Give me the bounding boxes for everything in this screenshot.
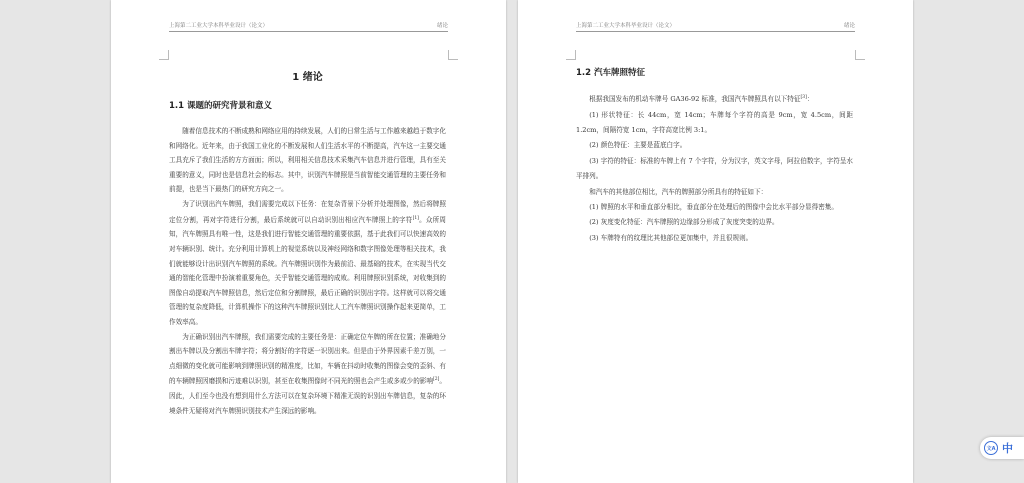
translate-icon: 文A — [984, 441, 998, 455]
translate-button[interactable] — [980, 437, 1024, 459]
translate-language-label: 中 — [1002, 442, 1013, 455]
header-left-text: 上海第二工业大学本科毕业设计（论文） — [576, 23, 676, 29]
section-title: 1.1 课题的研究背景和意义 — [169, 101, 273, 111]
chapter-title: 1 绪论 — [292, 72, 323, 83]
body-paragraph: (3) 字符的特征：标准的车牌上有 7 个字符，分为汉字，英文字母，阿拉伯数字，字符呈水平排列。 — [576, 156, 853, 181]
body-paragraph: (1) 形状特征：长 44cm，宽 14cm；车牌每个字符的高是 9cm，宽 4.5cm，间距 1.2cm，间隔符宽 1cm，字符高宽比例 3:1。 — [576, 110, 853, 134]
margin-corner-mark — [448, 50, 458, 60]
body-paragraph: (2) 颜色特征：主要是蓝底白字。 — [589, 141, 687, 150]
header-right-text: 绪论 — [843, 23, 855, 29]
body-paragraph: (3) 车牌特有的纹理比其他部位更加集中，并且很规则。 — [589, 233, 753, 242]
page-body — [169, 64, 446, 418]
running-header — [576, 21, 855, 32]
margin-corner-mark — [855, 50, 865, 60]
body-paragraph: 为正确识别出汽车牌照，我们需要完成的主要任务是：正确定位车牌的所在位置；准确地分割出车牌以及分割出车牌字符；将分割好的字符逐一识别出来。但是由于外界因素千差万别，一点细微的变化就可能影响到牌照识别的精准度，比如，车辆在抖动时收集的图像会变的歪斜、有的车辆牌照因磨损和污迹难以识别，甚至在收集图像时不同光的照也会产生或多或少的影响[2]。因此，人们至今也没有想到用什么方法可以在复杂环境下精准无误的识别出车牌信息，复杂的环境条件无疑将对汽车牌照识别技术产生深远的影响。 — [169, 332, 447, 415]
margin-corner-mark — [566, 50, 576, 60]
body-paragraph: (1) 牌照的水平和垂直部分相比，垂直部分在处理后的图像中会比水平部分显得密集。 — [589, 203, 838, 212]
section-title: 1.2 汽车牌照特征 — [576, 68, 646, 78]
body-paragraph: 为了识别出汽车牌照，我们需要完成以下任务：在复杂背景下分析并处理图像，然后将牌照定位分割，再对字符进行分割，最后系统就可以自动识别出相应汽车牌照上的字符[1]。众所周知，汽车牌照具有唯一性，这是我们进行智能交通管理的重要依据，基于此我们可以快速高效的对车辆识别、统计。充分利用计算机上的视觉系统以及神经网络和数字图像处理等相关技术，我们就能够设计出识别汽车牌照的系统。汽车牌照识别作为最前沿、最基础的技术，在实现当代交通的智能化管理中扮演着重要角色，关乎智能交通管理的成败。利用牌照识别系统，对收集到的图像自动提取汽车牌照信息，然后定位和分割牌照，最后正确的识别出字符。这样就可以将交通管理的复杂度降低，计算机操作下的这种汽车牌照识别比人工汽车牌照识别操作起来更简单，工作效率高。 — [169, 199, 446, 326]
document-page-1 — [111, 0, 506, 483]
page-body — [576, 64, 853, 246]
body-paragraph: 和汽车的其他部位相比，汽车的牌照部分所具有的特征如下： — [589, 187, 768, 196]
body-paragraph: 根据我国发布的机动车牌号 GA36-92 标准，我国汽车牌照具有以下特征[3]： — [589, 95, 814, 104]
body-paragraph: 随着信息技术的不断成熟和网络应用的持续发展，人们的日常生活与工作越来越趋于数字化和网络化。近年来，由于我国工业化的不断发展和人们生活水平的不断提高，汽车这一主要交通工具充斥了我们生活的方方面面；所以，利用相关信息技术采集汽车信息并进行管理，具有至关重要的意义，同时也是信息社会的标志。其中，识别汽车牌照是当前智能交通管理的主要任务和前提，也是当下最热门的研究方向之一。 — [169, 127, 446, 194]
header-right-text: 绪论 — [436, 23, 448, 29]
document-page-2 — [518, 0, 913, 483]
running-header — [169, 21, 448, 32]
header-left-text: 上海第二工业大学本科毕业设计（论文） — [169, 23, 269, 29]
margin-corner-mark — [159, 50, 169, 60]
body-paragraph: (2) 灰度变化特征：汽车牌照的边缘部分形成了灰度突变的边界。 — [589, 218, 779, 227]
